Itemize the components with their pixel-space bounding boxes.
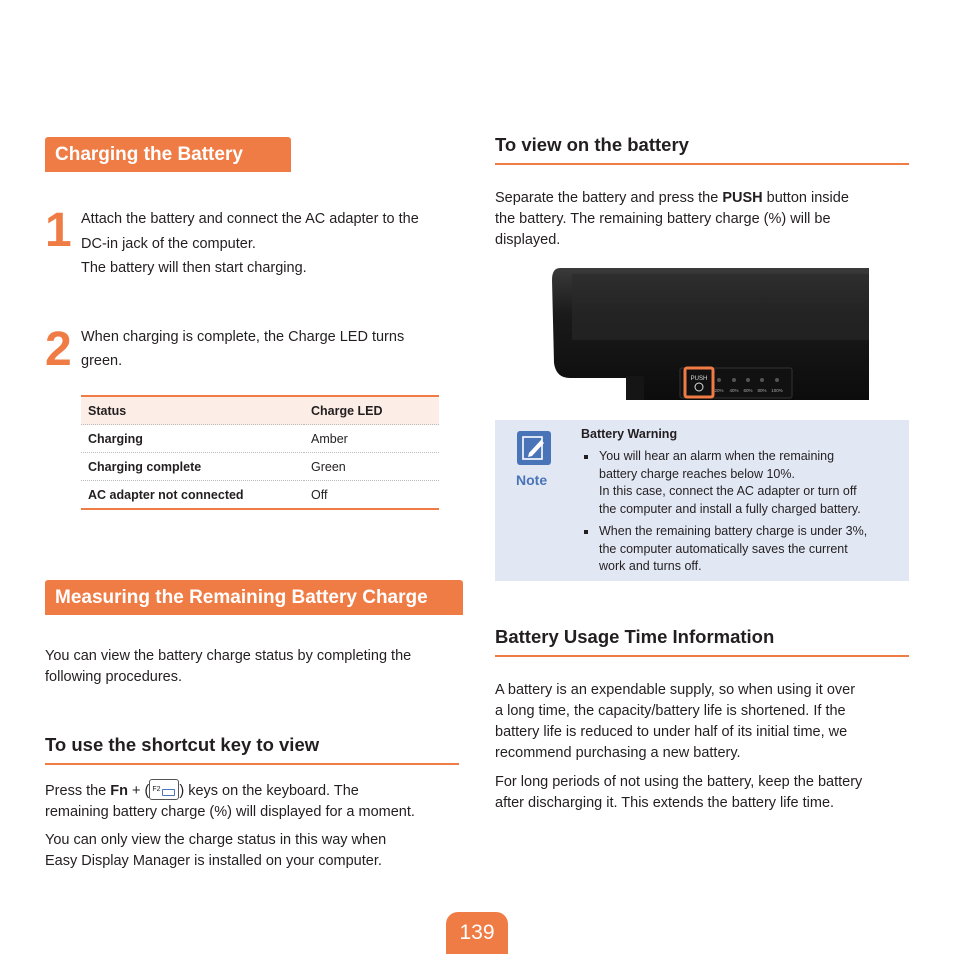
table-header-charge-led: Charge LED [304,396,439,425]
usage-heading: Battery Usage Time Information [495,625,909,657]
note-label: Note [516,472,548,488]
page-number: 139 [446,912,508,954]
table-header-status: Status [81,396,304,425]
level-label: 80% [757,388,767,393]
step-1-number: 1 [45,204,70,257]
note-box [495,420,909,581]
battery-key-icon: F2 [149,779,179,800]
table-cell-status: Charging complete [81,453,304,481]
step-2-text: When charging is complete, the Charge LED turns green. [81,329,405,369]
led-20 [717,378,721,382]
usage-paragraph-1: A battery is an expendable supply, so when using it over a long time, the capacity/battery life is shortened. If the battery life is reduced to under half of its initial time, we recommend purchasing a new battery. [495,682,856,761]
table-cell-led: Green [304,453,439,481]
led-40 [732,378,736,382]
table-cell-status: Charging [81,425,304,453]
charge-led-table [81,395,439,510]
led-80 [760,378,764,382]
table-header-row [81,396,439,425]
usage-paragraph-2: For long periods of not using the battery, keep the battery after discharging it. This extends the battery life time. [495,774,863,811]
table-row [81,481,439,510]
measuring-banner: Measuring the Remaining Battery Charge [45,580,463,615]
battery-photo [552,268,869,401]
push-label: PUSH [690,376,708,382]
table-row [81,425,439,453]
step-2-number: 2 [45,323,70,376]
level-label: 40% [729,388,739,393]
note-pencil-icon [517,431,551,465]
shortcut-paragraph-1: Press the Fn + ( F2 ) keys on the keyboard. The remaining battery charge (%) will displayed for a moment. [45,779,415,823]
view-on-battery-paragraph: Separate the battery and press the PUSH button inside the battery. The remaining battery charge (%) will be displayed. [495,190,849,248]
note-bullet-2: When the remaining battery charge is under 3%, the computer automatically saves the current work and turns off. [599,523,867,576]
table-row [81,453,439,481]
led-60 [746,378,750,382]
level-label: 60% [743,388,753,393]
charging-banner: Charging the Battery [45,137,291,172]
table-cell-led: Off [311,487,328,502]
level-label: 100% [771,388,783,393]
shortcut-heading: To use the shortcut key to view [45,733,459,765]
table-cell-led: Amber [304,425,439,453]
led-100 [775,378,779,382]
note-title: Battery Warning [581,427,678,441]
view-on-battery-heading: To view on the battery [495,133,909,165]
table-cell-status: AC adapter not connected [88,487,244,502]
shortcut-paragraph-2: You can only view the charge status in this way when Easy Display Manager is installed on your computer. [45,832,387,869]
level-label: 20% [714,388,724,393]
note-bullet-1: You will hear an alarm when the remaining battery charge reaches below 10%. In this case, connect the AC adapter or turn off the computer and install a fully charged battery. [599,448,861,518]
step-1-text: Attach the battery and connect the AC adapter to the DC-in jack of the computer. The battery will then start charging. [81,211,419,276]
measuring-intro: You can view the battery charge status by completing the following procedures. [45,648,412,685]
